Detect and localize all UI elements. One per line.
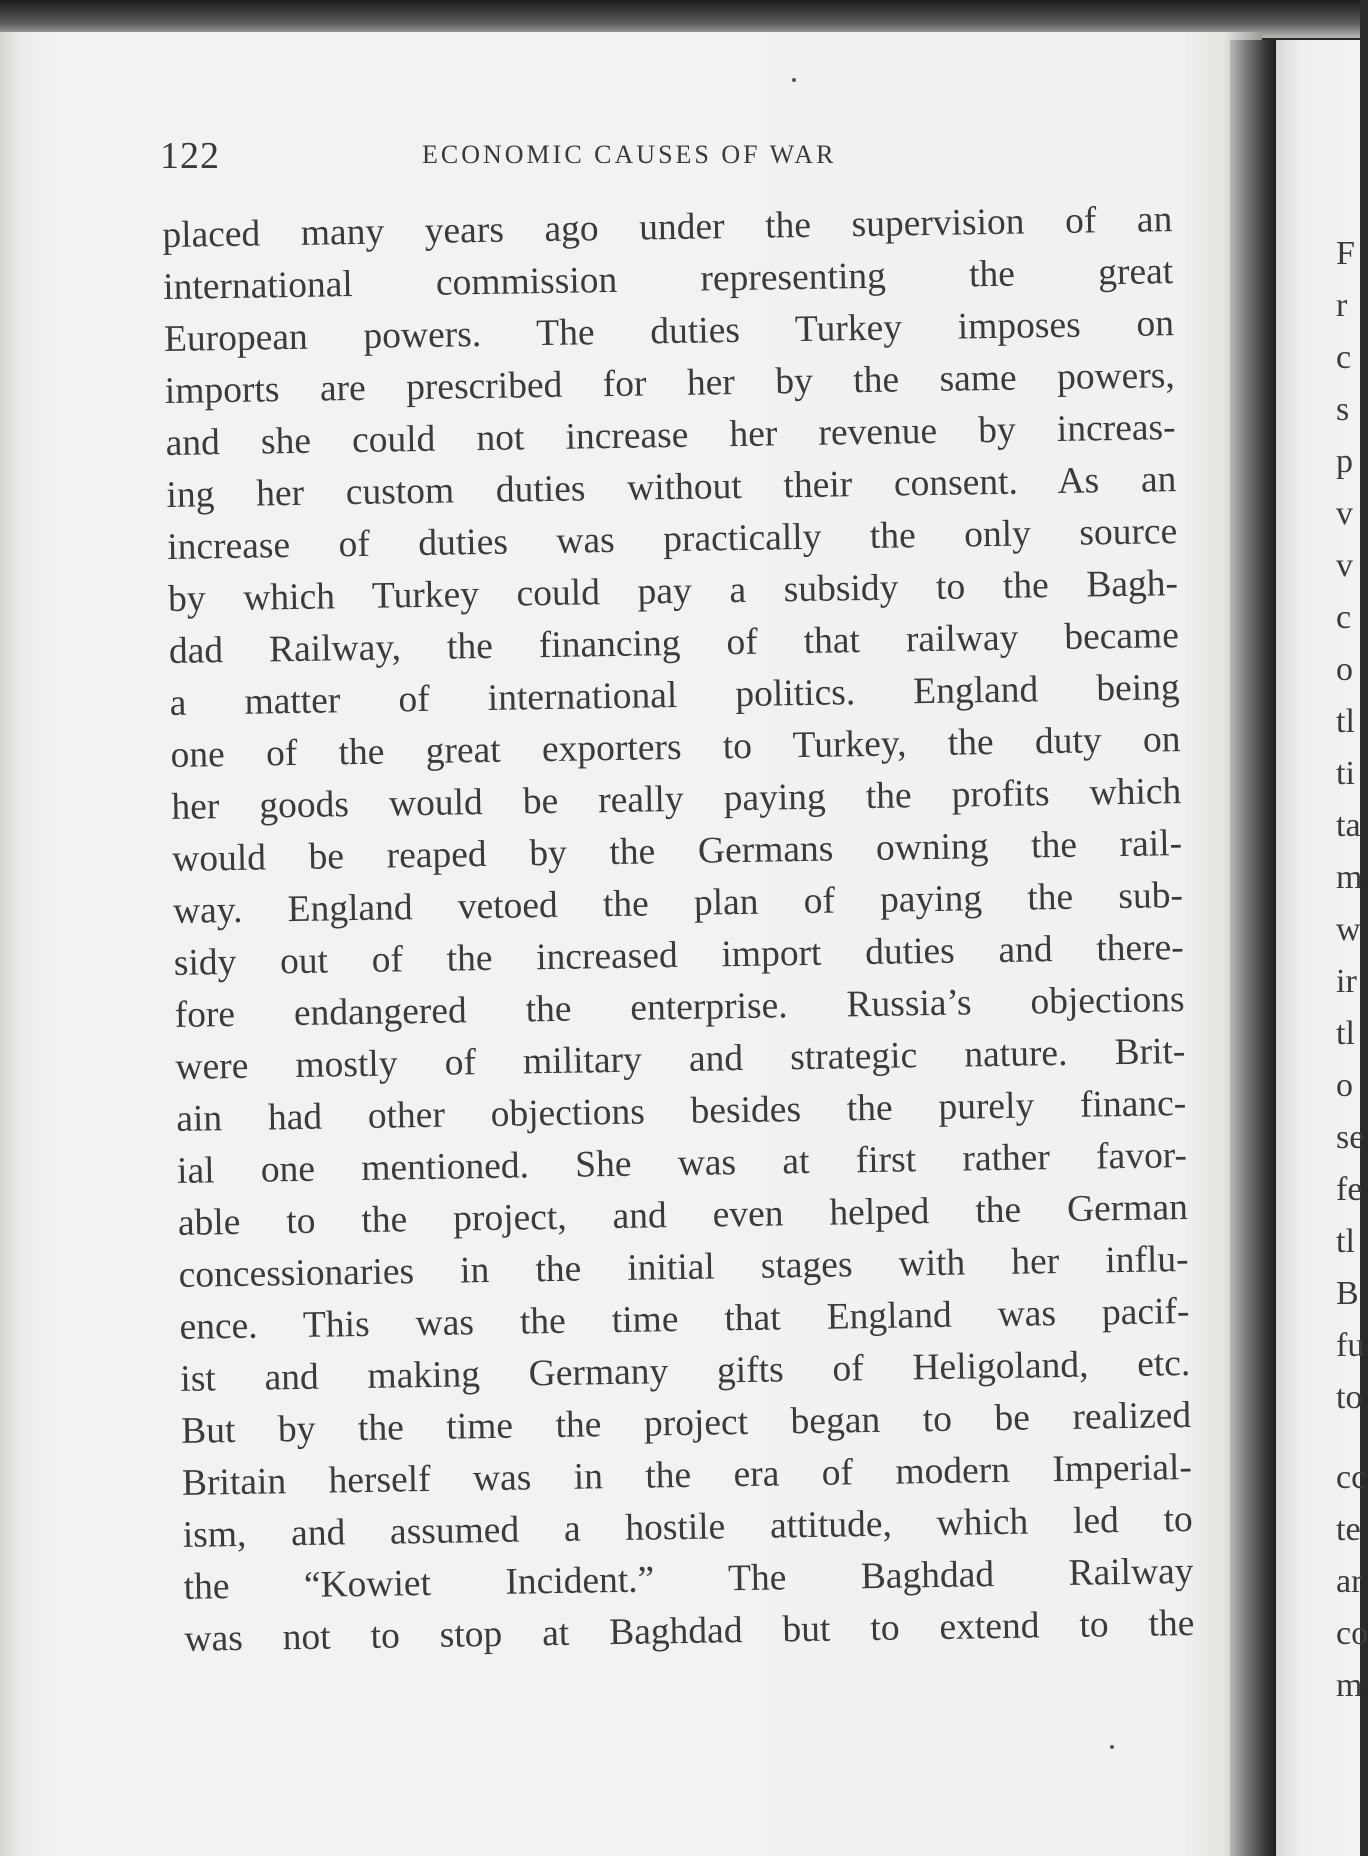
book-gutter xyxy=(1230,40,1278,1856)
facing-fragment: F xyxy=(1336,235,1355,272)
text-line: But by the time the project began to be realized xyxy=(180,1394,1192,1452)
text-line: concessionaries in the initial stages with her influ- xyxy=(178,1239,1189,1296)
facing-fragment: ir xyxy=(1336,963,1357,1000)
facing-fragment: o xyxy=(1336,1067,1353,1104)
text-line: way. England vetoed the plan of paying the sub- xyxy=(172,875,1184,932)
facing-fragment: to xyxy=(1336,1379,1363,1416)
facing-fragment: co xyxy=(1336,1615,1368,1652)
text-line: international commission representing the great xyxy=(162,251,1174,308)
text-line: a matter of international politics. England being xyxy=(169,667,1180,724)
facing-fragment: te xyxy=(1336,1511,1361,1548)
facing-fragment: ti xyxy=(1336,755,1355,792)
text-line: was not to stop at Baghdad but to extend to the xyxy=(184,1602,1195,1660)
facing-fragment: r xyxy=(1336,287,1348,324)
text-line: ist and making Germany gifts of Heligoland, etc. xyxy=(180,1342,1191,1400)
running-head xyxy=(160,130,1210,180)
facing-fragment: fu xyxy=(1336,1327,1365,1364)
facing-fragment: m xyxy=(1336,859,1363,896)
facing-fragment: v xyxy=(1336,547,1353,584)
text-line: ing her custom duties without their consent. As an xyxy=(166,459,1177,516)
facing-fragment: B xyxy=(1336,1275,1359,1312)
facing-fragment: ar xyxy=(1336,1563,1363,1600)
text-line: European powers. The duties Turkey imposes on xyxy=(163,303,1175,360)
facing-fragment: s xyxy=(1336,391,1350,428)
facing-fragment: o xyxy=(1336,651,1353,688)
text-line: one of the great exporters to Turkey, the duty on xyxy=(170,719,1181,776)
facing-fragment: fe xyxy=(1336,1171,1363,1208)
text-line: fore endangered the enterprise. Russia’s objections xyxy=(174,979,1185,1036)
text-line: sidy out of the increased import duties and there- xyxy=(173,927,1185,984)
text-line: and she could not increase her revenue by increas- xyxy=(165,407,1176,464)
facing-fragment: se xyxy=(1336,1119,1365,1156)
facing-page-text xyxy=(1336,228,1366,1712)
facing-fragment: c xyxy=(1336,599,1352,636)
text-line: were mostly of military and strategic nature. Brit- xyxy=(175,1031,1186,1088)
text-line: ial one mentioned. She was at first rather favor- xyxy=(176,1135,1188,1192)
facing-fragment: m xyxy=(1336,1667,1363,1704)
text-line: ism, and assumed a hostile attitude, which led to xyxy=(182,1498,1194,1556)
facing-fragment: v xyxy=(1336,495,1353,532)
text-line: able to the project, and even helped the German xyxy=(177,1187,1189,1244)
facing-fragment: p xyxy=(1336,443,1353,480)
facing-fragment: c xyxy=(1336,339,1352,376)
page-number: 122 xyxy=(160,135,220,177)
body-text xyxy=(162,194,1195,1666)
text-line: imports are prescribed for her by the same powers, xyxy=(164,355,1176,412)
facing-fragment: w xyxy=(1336,911,1361,948)
text-line: Britain herself was in the era of modern Imperial- xyxy=(181,1446,1193,1504)
text-line: would be reaped by the Germans owning the rail- xyxy=(171,823,1183,880)
running-title: ECONOMIC CAUSES OF WAR xyxy=(422,140,837,169)
text-line: dad Railway, the financing of that railway became xyxy=(168,615,1180,672)
text-line: by which Turkey could pay a subsidy to the Bagh- xyxy=(167,563,1179,620)
text-line: the “Kowiet Incident.” The Baghdad Railway xyxy=(183,1550,1194,1608)
facing-fragment: tl xyxy=(1336,1015,1355,1052)
text-line: ence. This was the time that England was pacif- xyxy=(179,1291,1190,1348)
facing-fragment: tl xyxy=(1336,703,1355,740)
ink-speck xyxy=(1110,1745,1114,1749)
facing-fragment: tl xyxy=(1336,1223,1355,1260)
text-line: placed many years ago under the supervision of an xyxy=(162,199,1173,256)
ink-speck xyxy=(792,78,796,82)
text-line: ain had other objections besides the purely financ- xyxy=(175,1083,1187,1140)
facing-fragment: ta xyxy=(1336,807,1361,844)
text-line: increase of duties was practically the only source xyxy=(166,511,1178,568)
facing-fragment: cc xyxy=(1336,1459,1367,1496)
text-line: her goods would be really paying the profits which xyxy=(171,771,1182,828)
